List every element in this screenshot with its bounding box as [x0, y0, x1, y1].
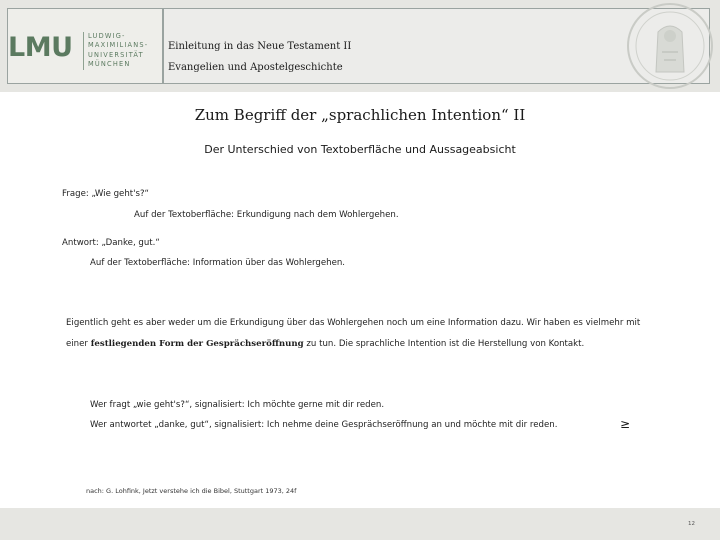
course-subtitle: Evangelien und Apostelgeschichte — [168, 62, 343, 73]
paragraph-emphasis: festliegenden Form der Gesprächseröffnung — [90, 339, 304, 349]
example-question: Wer fragt „wie geht's?“, signalisiert: Ich möchte gerne mit dir reden. — [90, 400, 385, 410]
logo-text-line: LUDWIG- — [88, 32, 126, 40]
logo-mark: LMU — [8, 32, 73, 63]
question-line: Frage: „Wie geht's?“ — [62, 189, 150, 199]
question-surface: Auf der Textoberfläche: Erkundigung nach dem Wohlergehen. — [134, 210, 399, 220]
logo-text-line: UNIVERSITÄT — [88, 50, 144, 59]
slide-title: Zum Begriff der „sprachlichen Intention“ II — [194, 106, 526, 124]
answer-surface: Auf der Textoberfläche: Information über das Wohlergehen. — [90, 258, 346, 268]
explanation-paragraph — [66, 313, 646, 355]
logo-text-line: MÜNCHEN — [88, 60, 131, 69]
slide-subtitle: Der Unterschied von Textoberfläche und Aussageabsicht — [204, 143, 516, 156]
logo-divider — [83, 32, 84, 70]
logo-text — [88, 32, 148, 70]
course-title: Einleitung in das Neue Testament II — [168, 41, 352, 52]
page-number: 12 — [688, 521, 695, 527]
source-citation: nach: G. Lohfink, Jetzt verstehe ich die Bibel, Stuttgart 1973, 24f — [86, 487, 297, 495]
next-arrow-icon[interactable]: ≥ — [620, 417, 631, 431]
paragraph-text: Eigentlich geht es aber weder um die Erkundigung über das Wohlergehen noch um eine Information dazu. Wir haben es vielmehr mit einer — [66, 318, 641, 349]
answer-line: Antwort: „Danke, gut.“ — [62, 238, 160, 248]
university-seal-icon — [618, 2, 718, 92]
footer-band — [0, 508, 720, 540]
paragraph-text: zu tun. Die sprachliche Intention ist die Herstellung von Kontakt. — [303, 339, 585, 349]
logo-text-line: MAXIMILIANS- — [88, 41, 149, 50]
example-answer: Wer antwortet „danke, gut“, signalisiert: Ich nehme deine Gesprächseröffnung an und möchte mit dir reden. — [90, 420, 558, 430]
